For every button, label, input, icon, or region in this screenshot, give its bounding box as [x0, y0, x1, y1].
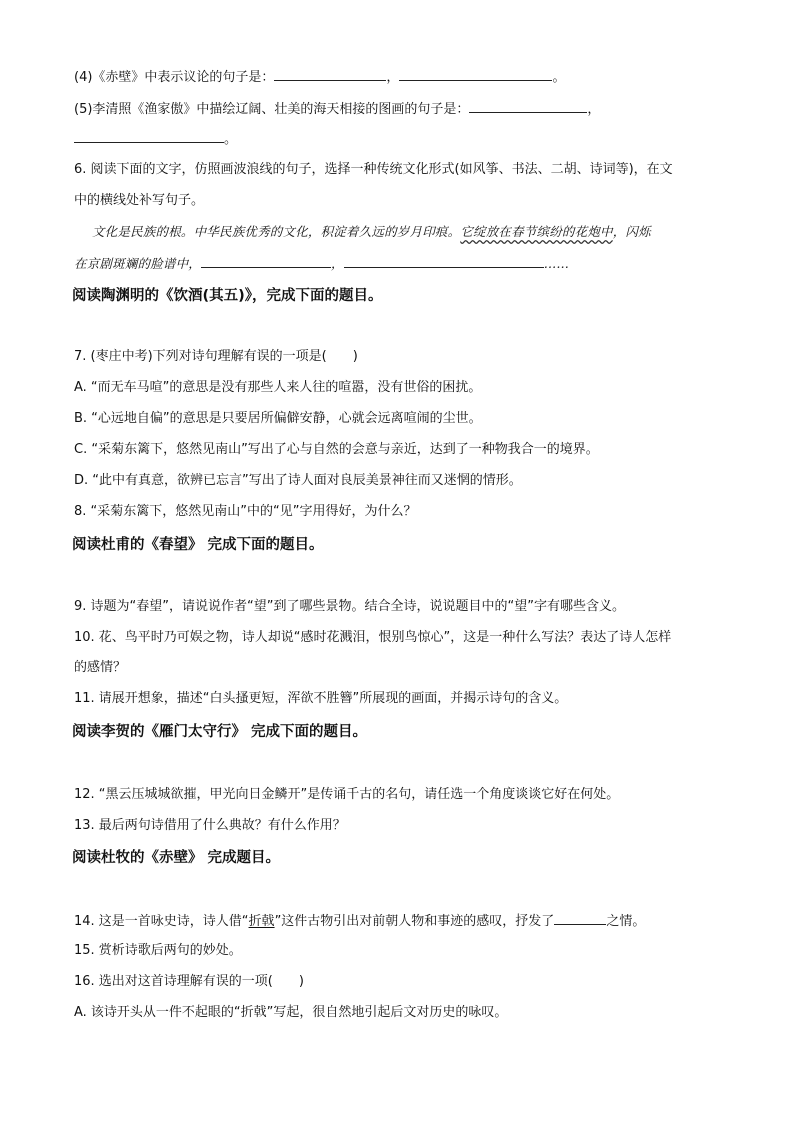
question-9: 9. 诗题为“春望”，请说说作者“望”到了哪些景物。结合全诗，说说题目中的“望”字有哪些含义。: [74, 599, 625, 614]
separator: ，: [331, 256, 344, 271]
underlined-keyword: 折戟: [248, 914, 275, 929]
passage-tail: ，闪烁: [612, 224, 651, 239]
passage-start: 在京剧斑斓的脸谱中，: [74, 256, 202, 271]
question-4-text: (4)《赤壁》中表示议论的句子是：: [74, 70, 275, 85]
answer-blank[interactable]: [469, 99, 587, 113]
question-14-pre: 14. 这是一首咏史诗，诗人借“: [74, 914, 249, 929]
question-6-line2: 中的横线处补写句子。: [74, 193, 205, 208]
passage-wavy-sentence: 它绽放在春节缤纷的花炮中: [460, 224, 613, 239]
question-10-line1: 10. 花、鸟平时乃可娱之物，诗人却说“感时花溅泪，恨别鸟惊心”，这是一种什么写法？表达了诗人怎样: [74, 630, 672, 645]
passage-plain: 文化是民族的根。中华民族优秀的文化，积淀着久远的岁月印痕。: [92, 224, 461, 239]
question-14-mid: ”这件古物引出对前朝人物和事迹的感叹，抒发了: [274, 914, 555, 929]
question-15: 15. 赏析诗歌后两句的妙处。: [74, 943, 242, 958]
option-a[interactable]: A. “而无车马喧”的意思是没有那些人来人往的喧嚣，没有世俗的困扰。: [74, 380, 482, 395]
end-mark: 。: [224, 132, 238, 147]
question-5-cont: [74, 129, 237, 149]
end-mark: 。: [552, 70, 566, 85]
separator: ，: [386, 70, 400, 85]
question-10-line2: 的感情？: [74, 660, 127, 675]
section-heading-3: 阅读李贺的《雁门太守行》 完成下面的题目。: [72, 724, 368, 740]
question-12: 12. “黑云压城城欲摧，甲光向日金鳞开”是传诵千古的名句，请任选一个角度谈谈它好在何处。: [74, 787, 620, 802]
question-14-end: 之情。: [606, 914, 646, 929]
answer-blank[interactable]: [274, 67, 386, 81]
answer-blank[interactable]: [399, 67, 552, 81]
passage-line1: [92, 223, 651, 241]
question-11: 11. 请展开想象，描述“白头搔更短，浑欲不胜簪”所展现的画面，并揭示诗句的含义。: [74, 691, 568, 706]
question-6-line1: 6. 阅读下面的文字，仿照画波浪线的句子，选择一种传统文化形式(如风筝、书法、二胡、诗词等)，在文: [74, 162, 673, 177]
question-7-stem: 7. (枣庄中考)下列对诗句理解有误的一项是( ): [74, 349, 358, 364]
section-heading-4: 阅读杜牧的《赤壁》 完成题目。: [72, 850, 281, 866]
answer-blank[interactable]: [74, 129, 224, 143]
separator: ，: [587, 102, 601, 117]
question-5-text: (5)李清照《渔家傲》中描绘辽阔、壮美的海天相接的图画的句子是：: [74, 102, 470, 117]
answer-blank[interactable]: [344, 254, 544, 268]
question-5: [74, 99, 600, 119]
option-b[interactable]: B. “心远地自偏”的意思是只要居所偏僻安静，心就会远离喧闹的尘世。: [74, 411, 482, 426]
passage-line2: [74, 254, 569, 273]
option-d[interactable]: D. “此中有真意，欲辨已忘言”写出了诗人面对良辰美景神往而又迷惘的情形。: [74, 473, 522, 488]
answer-blank[interactable]: [201, 254, 331, 268]
ellipsis: ……: [543, 256, 570, 271]
section-heading-2: 阅读杜甫的《春望》 完成下面的题目。: [72, 537, 324, 553]
answer-blank[interactable]: [554, 911, 606, 925]
question-16-stem: 16. 选出对这首诗理解有误的一项( ): [74, 974, 304, 989]
option-c[interactable]: C. “采菊东篱下，悠然见南山”写出了心与自然的会意与亲近，达到了一种物我合一的境界。: [74, 442, 599, 457]
question-14: [74, 911, 645, 931]
question-8: 8. “采菊东篱下，悠然见南山”中的“见”字用得好，为什么？: [74, 504, 417, 519]
section-heading-1: 阅读陶渊明的《饮酒(其五)》，完成下面的题目。: [72, 288, 383, 304]
option-a[interactable]: A. 该诗开头从一件不起眼的“折戟”写起，很自然地引起后文对历史的咏叹。: [74, 1005, 508, 1020]
question-4: [74, 67, 565, 87]
question-13: 13. 最后两句诗借用了什么典故？有什么作用？: [74, 818, 346, 833]
